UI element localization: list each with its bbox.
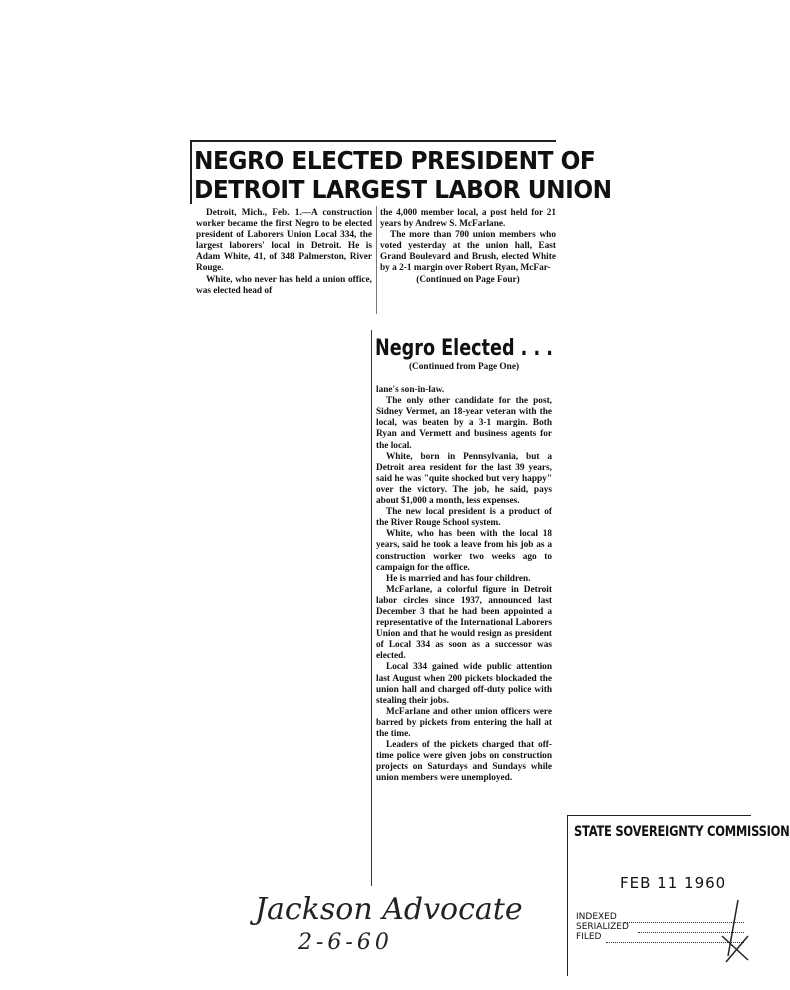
article-paragraph: Leaders of the pickets charged that off-time police were given jobs on construction projects on Saturdays and Sundays while union members were unemployed. — [376, 740, 552, 784]
commission-stamp — [567, 815, 790, 976]
stamp-serialized: SERIALIZED — [576, 922, 629, 932]
article-paragraph: Local 334 gained wide public attention last August when 200 pickets blockaded the union hall and charged off-duty police with stealing their jobs. — [376, 662, 552, 706]
stamp-initials-mark — [718, 896, 752, 966]
clipping-edge-left — [371, 330, 372, 886]
handwritten-source: Jackson Advocate — [255, 892, 523, 927]
article-column-2 — [380, 208, 556, 286]
continued-note: (Continued on Page Four) — [416, 274, 520, 285]
article-paragraph: The new local president is a product of the River Rouge School system. — [376, 507, 552, 529]
article-paragraph: The more than 700 union members who voted yesterday at the union hall, East Grand Boulevard and Brush, elected White by a 2-1 margin over Robert Ryan, McFar- — [380, 230, 556, 274]
article-column-1 — [196, 208, 372, 297]
headline-line-1: NEGRO ELECTED PRESIDENT OF — [194, 146, 596, 175]
article-paragraph: The only other candidate for the post, Sidney Vermet, an 18-year veteran with the local, was beaten by a 3-1 margin. Both Ryan and Vermett and business agents for the local. — [376, 396, 552, 451]
article-paragraph: Detroit, Mich., Feb. 1.—A construction worker became the first Negro to be elected president of Laborers Union Local 334, the largest laborers' local in Detroit. He is Adam White, 41, of 348 Palmerston, River Rouge. — [196, 208, 372, 274]
stamp-filed: FILED — [576, 932, 602, 942]
article-paragraph: White, who has been with the local 18 years, said he took a leave from his job as a construction worker two weeks ago to campaign for the office. — [376, 529, 552, 573]
handwritten-date: 2-6-60 — [298, 930, 393, 955]
stamp-title: STATE SOVEREIGNTY COMMISSION — [574, 824, 790, 840]
stamp-date: FEB 11 1960 — [620, 874, 727, 892]
article-paragraph: White, who never has held a union office, was elected head of — [196, 274, 372, 296]
article-headline — [194, 146, 612, 204]
article-paragraph: lane's son-in-law. — [376, 385, 445, 396]
headline-rule-top — [190, 140, 556, 142]
headline-rule-left — [190, 140, 192, 204]
article-paragraph: White, born in Pennsylvania, but a Detroit area resident for the last 39 years, said he was "quite shocked but very happy" over the victory. The job, he said, pays about $1,000 a month, less expenses. — [376, 451, 552, 507]
column-divider — [376, 206, 377, 314]
continuation-headline: Negro Elected . . . — [375, 336, 553, 361]
headline-line-2: DETROIT LARGEST LABOR UNION — [194, 175, 612, 204]
article-paragraph: McFarlane, a colorful figure in Detroit labor circles since 1937, announced last December 3 that he had been appointed a representative of the International Laborers Union and that he would resign as president of Local 334 as soon as a successor was elected. — [376, 584, 552, 662]
article-paragraph: McFarlane and other union officers were barred by pickets from entering the hall at the time. — [376, 706, 552, 739]
stamp-indexed: INDEXED — [576, 912, 617, 922]
article-paragraph: He is married and has four children. — [386, 573, 531, 584]
continuation-column — [376, 362, 552, 784]
continued-from-note: (Continued from Page One) — [408, 362, 520, 372]
article-paragraph: the 4,000 member local, a post held for 21 years by Andrew S. McFarlane. — [380, 208, 556, 230]
